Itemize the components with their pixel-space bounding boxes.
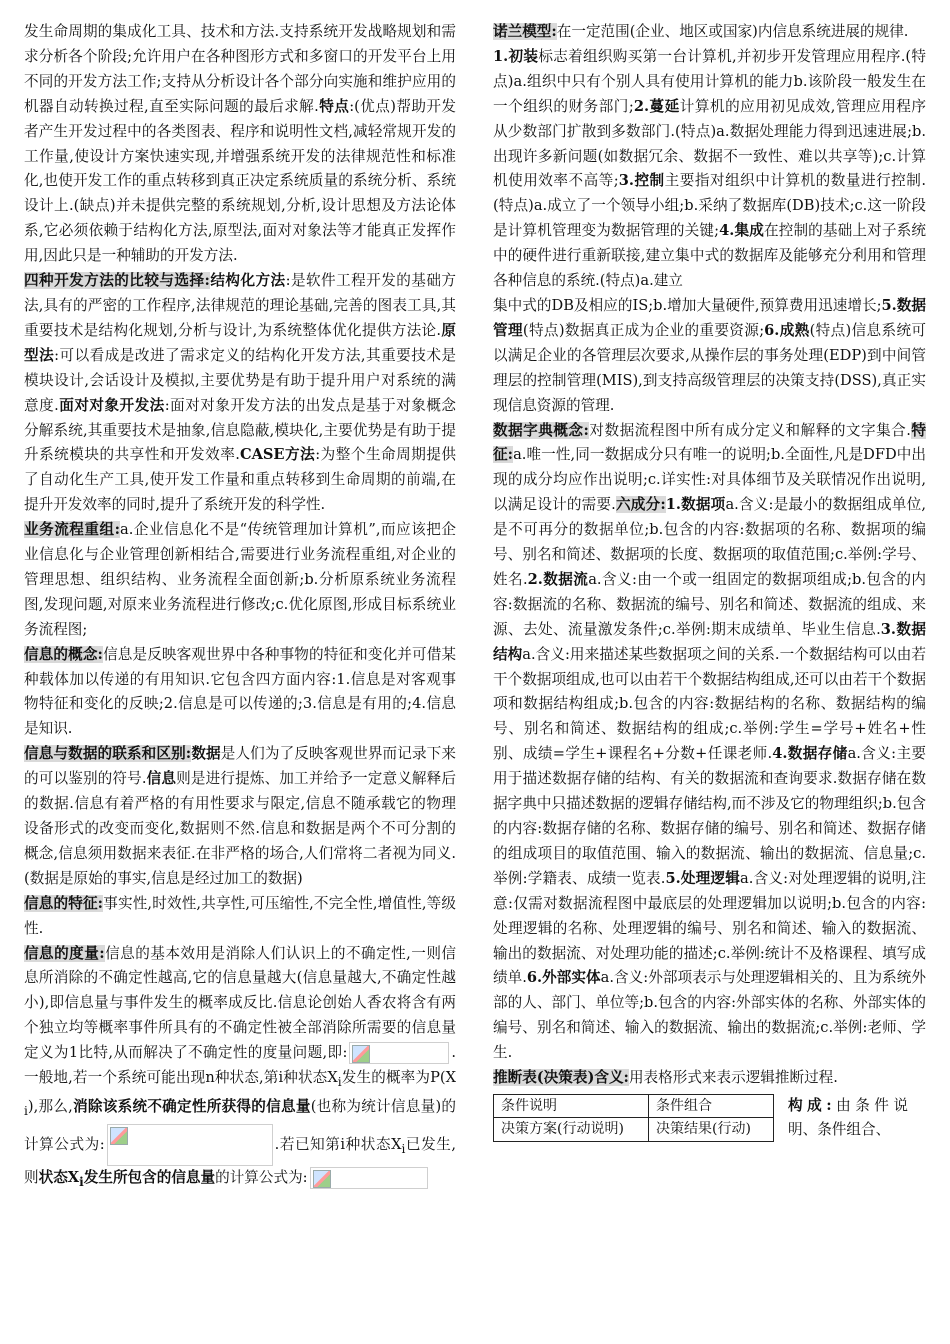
info-measure-text: 的计算公式为: bbox=[215, 1168, 308, 1186]
decision-heading: 推断表(决策表)含义: bbox=[493, 1069, 629, 1087]
table-row bbox=[494, 1118, 774, 1142]
nolan-stage-label: 3.控制 bbox=[618, 172, 665, 190]
table-row bbox=[494, 1094, 774, 1118]
nolan-stage-text: (特点)信息系统可以满足企业的各管理层次要求,从操作层的事务处理(EDP)到中间管理层的控制管理(MIS),到支持高级管理层的决策支持(DSS),真正实现信息资源的管理. bbox=[493, 321, 926, 414]
bpr-text: a.企业信息化不是“传统管理加计算机”,而应该把企业信息化与企业管理创新相结合,需要进行业务流程重组,对企业的管理思想、组织结构、业务流程全面创新;b.分析原系统业务流程图,发现问题,对原来业务流程进行修改;c.优化原图,形成目标系统业务流程图; bbox=[24, 521, 457, 638]
info-measure-text: .一般地,若一个系统可能出现n种状态,第i种状态X bbox=[24, 1044, 456, 1087]
info-measure-text: 发生的概率为P(X bbox=[341, 1069, 456, 1087]
dd-text: 对数据流程图中所有成分定义和解释的文字集合. bbox=[588, 421, 911, 439]
broken-image-icon bbox=[352, 1045, 370, 1063]
prototype-text: :可以看成是改进了需求定义的结构化开发方法,其重要技术是模块设计,会话设计及模拟,主要优势是有助于提升用户对系统的满意度. bbox=[24, 346, 456, 414]
info-label: 信息 bbox=[146, 770, 177, 788]
dd-item-label: 4.数据存储 bbox=[772, 745, 848, 763]
dd-item-label: 1.数据项 bbox=[665, 496, 726, 514]
info-measure-text: (也称为统计信息量)的计算公式为: bbox=[24, 1097, 456, 1153]
dd-item-text: a.含义:外部项表示与处理逻辑相关的、且为系统外部的人、部门、单位等;b.包含的内容:外部实体的名称、外部实体的编号、别名和简述、输入的数据流、输出的数据流;c.举例:老师、学生. bbox=[493, 969, 926, 1062]
nolan-stage-label: 4.集成 bbox=[719, 222, 764, 240]
nolan-stage-label: 1.初装 bbox=[493, 47, 539, 65]
decision-table-paragraph bbox=[493, 1066, 926, 1091]
dd-item-text: a.含义:用来描述某些数据项之间的关系.一个数据结构可以由若干个数据项组成,也可以由若干个数据结构组成,还可以由若干个数据项和数据结构组成;b.包含的内容:数据结构的名称、数据结构的编号、别名和简述、数据结构的组成;c.举例:学生=学号+姓名+性别、成绩=学生+课程名+分数+任课老师. bbox=[493, 645, 926, 763]
dd-item-text: a.含义:是最小的数据组成单位,是不可再分的数据单位;b.包含的内容:数据项的名称、数据项的编号、别名和简述、数据项的长度、数据项的取值范围;c.举例:学号、姓名. bbox=[493, 496, 926, 588]
nolan-stage-text: 在控制的基础上对子系统中的硬件进行重新联接,建立集中式的数据库及能够充分利用和管理各种信息的系统.(特点)a.建立 bbox=[493, 222, 926, 290]
table-cell: 决策结果(行动) bbox=[649, 1118, 774, 1142]
nolan-stage-text: (特点)数据真正成为企业的重要资源; bbox=[522, 321, 765, 339]
data-label: 数据 bbox=[191, 745, 221, 763]
dd-item-text: a.含义:由一个或一组固定的数据项组成;b.包含的内容:数据流的名称、数据流的编号、别名和简述、数据流的组成、来源、去处、流量激发条件;c.举例:期末成绩单、毕业生信息. bbox=[493, 570, 926, 638]
info-data-paragraph bbox=[24, 742, 456, 891]
info-concept-text: 信息是反映客观世界中各种事物的特征和变化并可借某种载体加以传递的有用知识.它包含四方面内容:1.信息是对客观事物特征和变化的反映;2.信息是可以传递的;3.信息是有用的;4.信息是知识. bbox=[24, 645, 456, 738]
info-concept-heading: 信息的概念: bbox=[24, 645, 103, 663]
case-method-text: :为整个生命周期提供了自动化生产工具,使开发工作量和重点转移到生命周期的前端,在提升开发效率的同时,提升了系统开发的科学性. bbox=[24, 446, 457, 514]
dd-item-label: 2.数据流 bbox=[527, 570, 589, 588]
structured-label: 结构化方法 bbox=[209, 272, 286, 290]
formula-image-entropy bbox=[107, 1124, 273, 1166]
case-feature-label: 特点 bbox=[318, 97, 350, 115]
dd-item-label: 3.数据结构 bbox=[493, 620, 926, 663]
dd-six-label: 六成分: bbox=[615, 496, 666, 514]
dd-heading: 数据字典概念: bbox=[493, 421, 589, 439]
info-measure-heading: 信息的度量: bbox=[24, 944, 105, 962]
info-measure-text: 已发生,则 bbox=[24, 1135, 457, 1186]
bpr-paragraph bbox=[24, 518, 456, 643]
case-intro: 发生命周期的集成化工具、技术和方法.支持系统开发战略规划和需求分析各个阶段;允许用户在各种图形方式和多窗口的开发平台上用不同的开发方法工作;支持从分析设计各个部分向实施和维护应用的机器自动转换过程,直至实际问题的最后求解. bbox=[24, 23, 456, 115]
decision-composition bbox=[788, 1094, 908, 1142]
broken-image-icon bbox=[313, 1170, 331, 1188]
oo-label: 面对对象开发法 bbox=[58, 396, 165, 414]
info-measure-text: 信息的基本效用是消除人们认识上的不确定性,一则信息所消除的不确定性越高,它的信息量越大(信息量越大,不确定性越小),即信息量与事件发生的概率成反比.信息论创始人香农将含有两个独立均等概率事件所具有的不确定性被全部消除所需要的信息量定义为1比特,从而解决了不确定性的度量问题,即: bbox=[24, 944, 456, 1062]
case-method-label: CASE方法 bbox=[239, 446, 316, 464]
case-feature-text: :(优点)帮助开发者产生开发过程中的各类图表、程序和说明性文档,减轻常规开发的工作量,使设计方案快速实现,并增强系统开发的法律规范性和标准化,也使开发工作的重点转移到真正决定系统质量的系统分析、系统设计上.(缺点)并未提供完整的系统规划,分析,设计思想及方法论体系,它必须依赖于结构化方法,原型法,面对对象法等才能真正发挥作用,因此只是一种辅助的开发方法. bbox=[24, 97, 457, 265]
info-measure-bold: 消除该系统不确定性所获得的信息量 bbox=[72, 1097, 311, 1115]
left-column bbox=[24, 20, 456, 1195]
subscript: i bbox=[401, 1141, 406, 1156]
bpr-heading: 业务流程重组: bbox=[24, 521, 121, 539]
table-cell: 决策方案(行动说明) bbox=[494, 1118, 649, 1142]
info-measure-bold: 发生所包含的信息量 bbox=[83, 1168, 216, 1186]
formula-image-self-info bbox=[310, 1167, 428, 1189]
dd-feature-label: 特征: bbox=[493, 421, 926, 464]
nolan-heading: 诺兰模型: bbox=[493, 23, 557, 40]
subscript: i bbox=[337, 1074, 342, 1089]
nolan-paragraph bbox=[493, 20, 926, 419]
table-cell: 条件说明 bbox=[494, 1094, 649, 1118]
info-text: 则是进行提炼、加工并给予一定意义解释后的数据.信息有着严格的有用性要求与限定,信息不随承载它的物理设备形式的改变而变化,数据则不然.信息和数据是两个不可分割的概念,信息须用数据来表征.在非严格的场合,人们常将二者视为同义.(数据是原始的事实,信息是经过加工的数据) bbox=[24, 770, 456, 887]
subscript: i bbox=[24, 1103, 28, 1118]
composition-text: 由条件说明、条件组合、 bbox=[788, 1096, 908, 1138]
nolan-stage-label: 6.成熟 bbox=[764, 321, 810, 339]
dd-feature-text: a.唯一性,同一数据成分只有唯一的说明;b.全面性,凡是DFD中出现的成分均应作出说明;c.详实性:对具体细节及关联情况作出说明,以满足设计的需要. bbox=[493, 446, 927, 514]
case-paragraph bbox=[24, 20, 456, 269]
broken-image-icon bbox=[110, 1127, 128, 1145]
nolan-stage-text: 主要指对组织中计算机的数量进行控制.(特点)a.成立了一个领导小组;b.采纳了数据库(DB)技术;c.这一阶段是计算机管理变为数据管理的关键; bbox=[493, 172, 927, 240]
nolan-stage-text: 标志着组织购买第一台计算机,并初步开发管理应用程序.(特点)a.组织中只有个别人具有使用计算机的能力b.该阶段一般发生在一个组织的财务部门; bbox=[493, 47, 926, 115]
info-measure-text: .若已知第i种状态X bbox=[274, 1135, 402, 1153]
decision-text: 用表格形式来表示逻辑推断过程. bbox=[628, 1069, 838, 1087]
right-column bbox=[493, 20, 926, 1142]
nolan-stage-text: 集中式的DB及相应的IS;b.增加大量硬件,预算费用迅速增长; bbox=[493, 296, 882, 314]
dd-item-label: 6.外部实体 bbox=[526, 969, 601, 987]
four-methods-heading: 四种开发方法的比较与选择: bbox=[24, 272, 210, 290]
nolan-stage-text: 计算机的应用初见成效,管理应用程序从少数部门扩散到多数部门.(特点)a.数据处理能力得到迅速进展;b.出现许多新问题(如数据冗余、数据不一致性、难以共享等);c.计算机使用效率不高等; bbox=[493, 97, 926, 190]
dd-item-text: a.含义:对处理逻辑的说明,注意:仅需对数据流程图中最底层的处理逻辑加以说明;b.包含的内容:处理逻辑的名称、处理逻辑的编号、别名和简述、输入的数据流、输出的数据流、对处理功能的描述;c.举例:统计不及格课程、填写成绩单. bbox=[493, 869, 926, 987]
data-dictionary-paragraph bbox=[493, 419, 926, 1067]
structured-text: :是软件工程开发的基础方法,具有的严密的工作程序,法律规范的理论基础,完善的图表工具,其重要技术是结构化规划,分析与设计,为系统整体优化提供方法论. bbox=[24, 272, 456, 339]
formula-image-bit bbox=[349, 1042, 449, 1064]
info-measure-bold: 状态X bbox=[38, 1168, 80, 1186]
dd-item-label: 5.处理逻辑 bbox=[665, 869, 741, 887]
data-text: 是人们为了反映客观世界而记录下来的可以鉴别的符号. bbox=[24, 745, 456, 788]
oo-text: :面对对象开发方法的出发点是基于对象概念分解系统,其重要技术是抽象,信息隐蔽,模块化,主要优势是有助于提升系统模块的共享性和开发效率. bbox=[24, 396, 456, 464]
table-cell: 条件组合 bbox=[649, 1094, 774, 1118]
info-measure-text: ),那么, bbox=[27, 1097, 73, 1115]
dd-item-text: a.含义:主要用于描述数据存储的结构、有关的数据流和查询要求.数据存储在数据字典中只描述数据的逻辑存储结构,而不涉及它的物理组织;b.包含的内容:数据存储的名称、数据存储的编号、别名和简述、数据存储的组成项目的取值范围、输入的数据流、输出的数据流、信息量;c.举例:学籍表、成绩一览表. bbox=[493, 745, 926, 887]
info-feature-heading: 信息的特征: bbox=[24, 894, 104, 912]
nolan-text: 在一定范围(企业、地区或国家)内信息系统进展的规律. bbox=[556, 23, 909, 40]
info-feature-paragraph bbox=[24, 892, 456, 942]
decision-table bbox=[493, 1094, 774, 1142]
info-data-heading: 信息与数据的联系和区别: bbox=[24, 745, 192, 763]
prototype-label: 原型法 bbox=[24, 321, 456, 364]
info-feature-text: 事实性,时效性,共享性,可压缩性,不完全性,增值性,等级性. bbox=[24, 894, 456, 937]
info-concept-paragraph bbox=[24, 643, 456, 743]
info-measure-paragraph bbox=[24, 942, 456, 1195]
decision-table-block bbox=[493, 1094, 926, 1142]
four-methods-paragraph bbox=[24, 269, 456, 518]
subscript: i bbox=[79, 1174, 84, 1189]
nolan-stage-label: 5.数据管理 bbox=[493, 296, 926, 339]
nolan-stage-label: 2.蔓延 bbox=[633, 97, 680, 115]
composition-label: 构成: bbox=[788, 1096, 832, 1114]
